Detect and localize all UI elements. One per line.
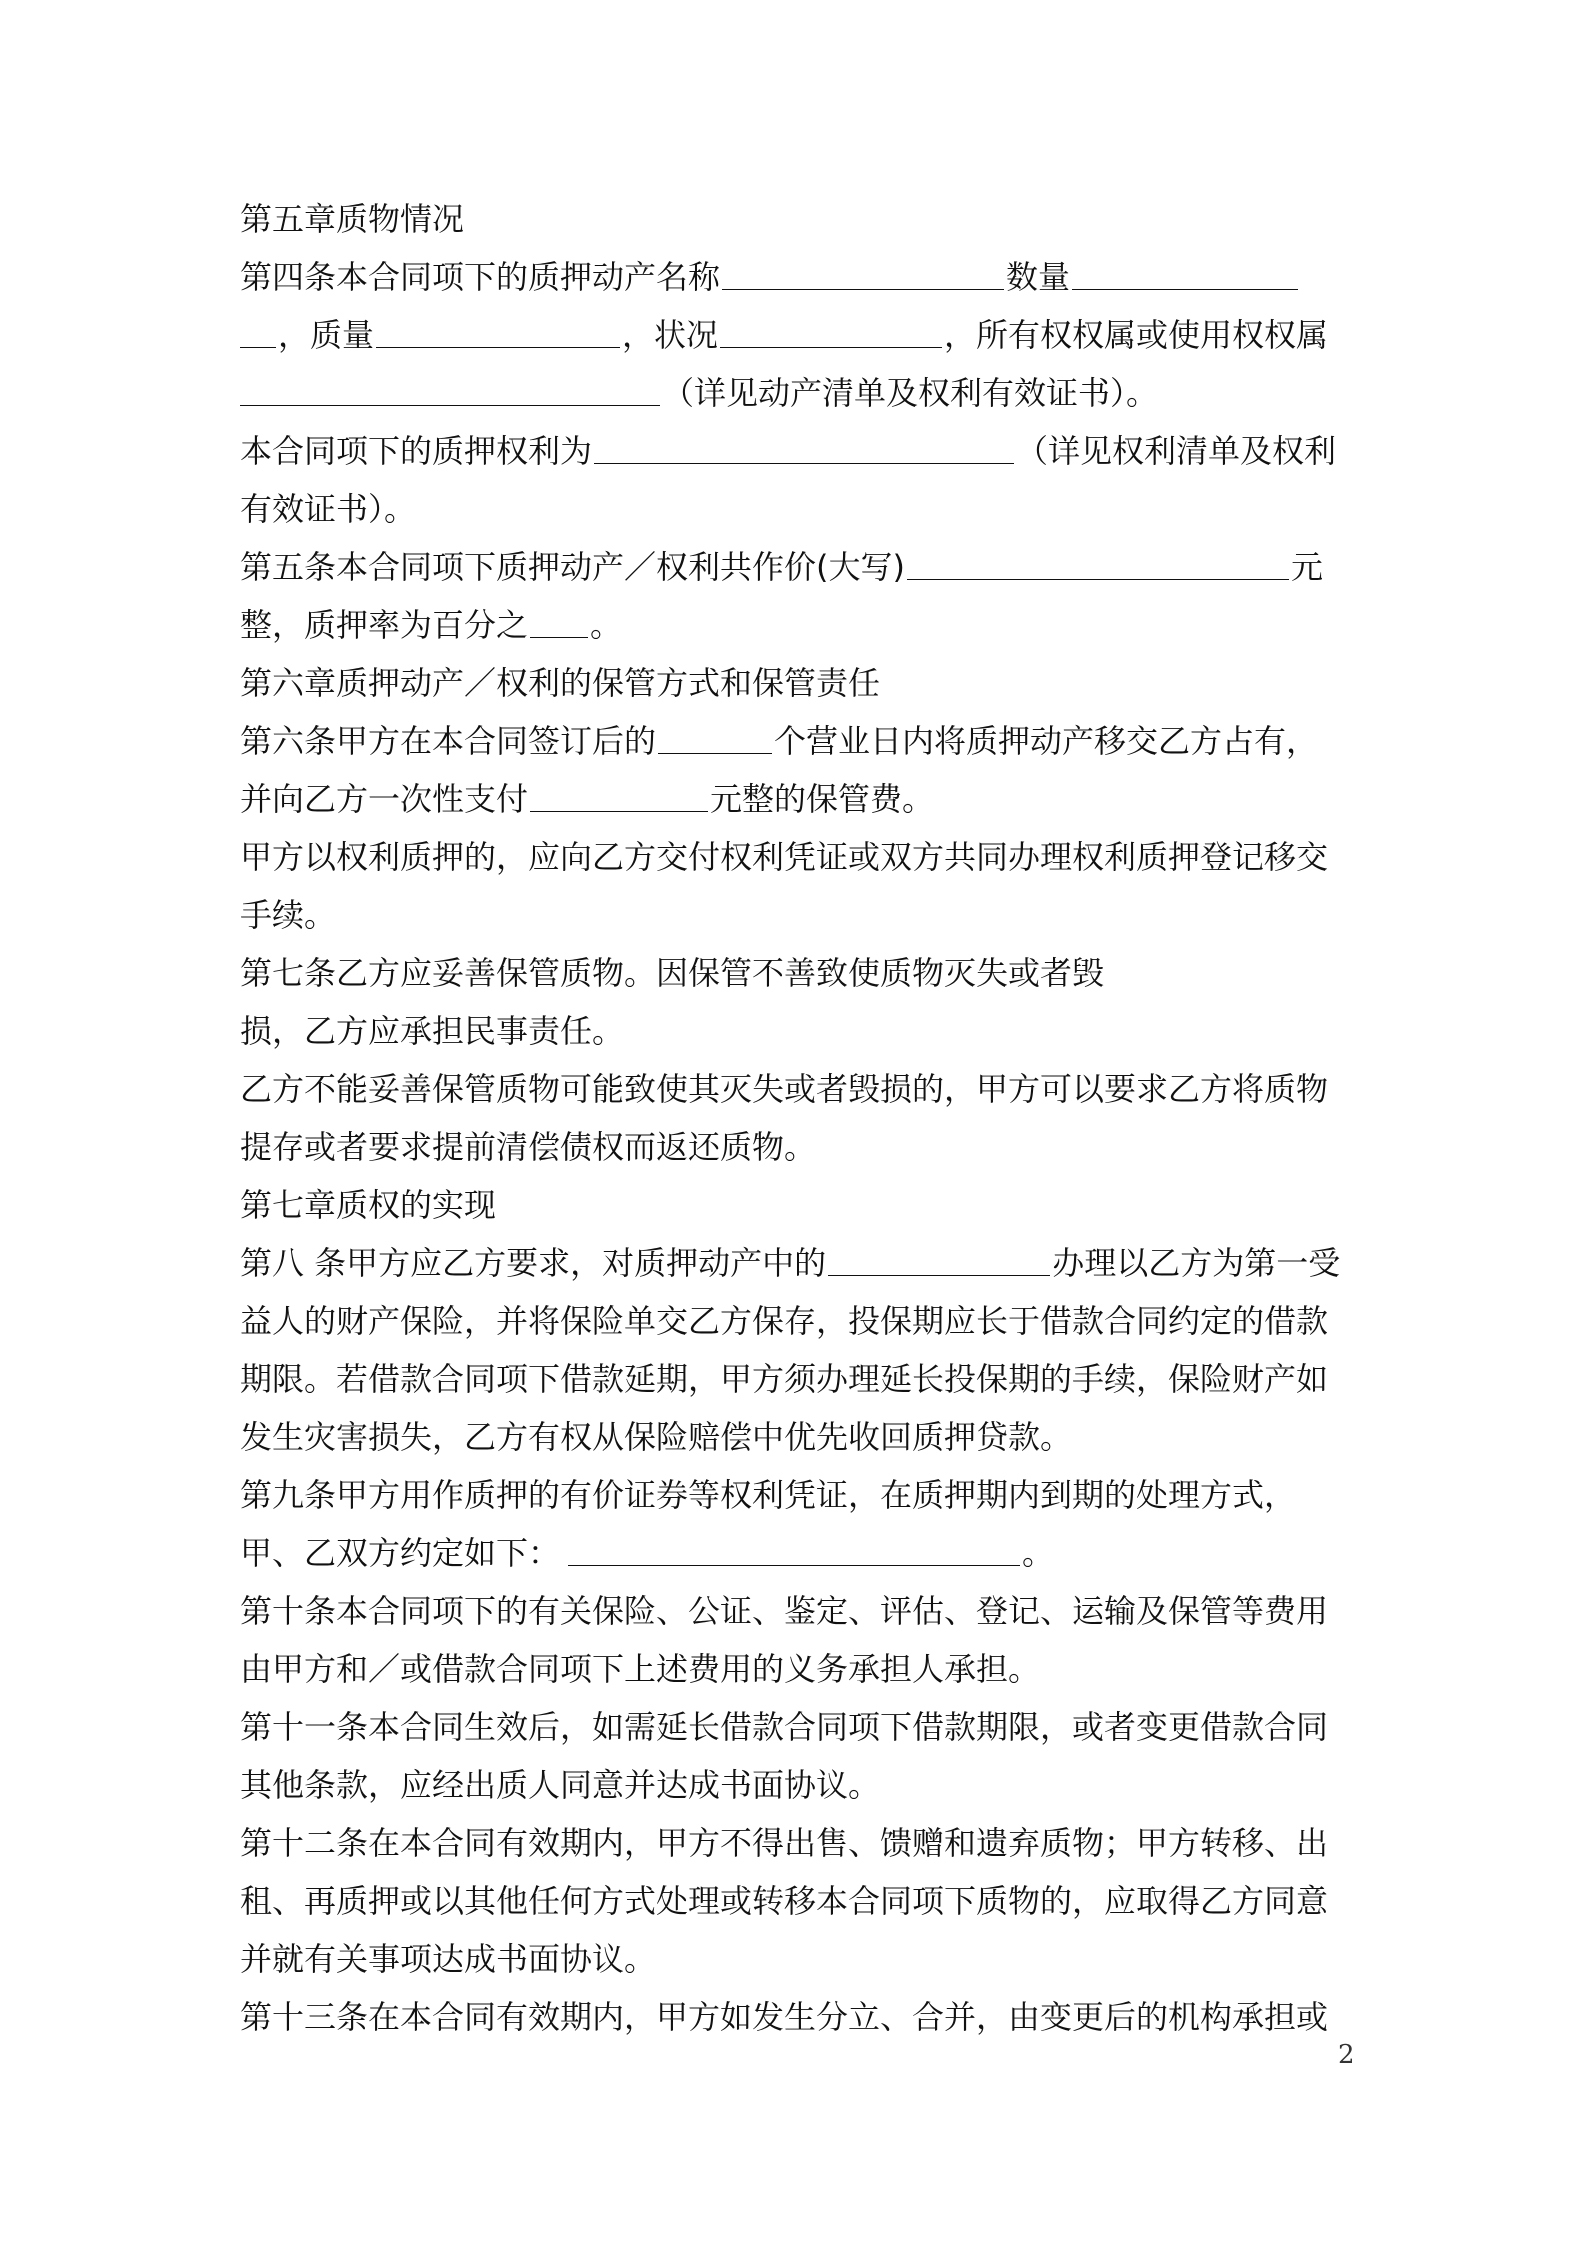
fill-in-blank[interactable]: [658, 719, 772, 754]
paragraph-line: 损，乙方应承担民事责任。: [240, 1012, 625, 1050]
paragraph-line: 第四条本合同项下的质押动产名称 数量: [240, 248, 1350, 306]
paragraph-line: 甲、乙双方约定如下： 。: [240, 1524, 1350, 1582]
fill-in-blank[interactable]: [907, 545, 1289, 580]
fill-in-blank[interactable]: [530, 777, 708, 812]
paragraph-line: 租、再质押或以其他任何方式处理或转移本合同项下质物的，应取得乙方同意: [240, 1882, 1329, 1920]
fill-in-blank[interactable]: [530, 603, 588, 638]
paragraph-line: 第十三条在本合同有效期内，甲方如发生分立、合并，由变更后的机构承担或: [240, 1998, 1329, 2036]
fill-in-blank[interactable]: [594, 429, 1014, 464]
paragraph-line: 第十二条在本合同有效期内，甲方不得出售、馈赠和遗弃质物；甲方转移、出: [240, 1824, 1329, 1862]
document-body: [240, 190, 1350, 2046]
paragraph-line: 整，质押率为百分之 。: [240, 596, 1350, 654]
fill-in-blank[interactable]: [828, 1241, 1050, 1276]
paragraph-line: 乙方不能妥善保管质物可能致使其灭失或者毁损的，甲方可以要求乙方将质物: [240, 1070, 1329, 1108]
paragraph-line: 并就有关事项达成书面协议。: [240, 1940, 657, 1978]
fill-in-blank[interactable]: [376, 313, 620, 348]
fill-in-blank[interactable]: [720, 313, 942, 348]
paragraph-line: 发生灾害损失，乙方有权从保险赔偿中优先收回质押贷款。: [240, 1418, 1073, 1456]
page-number: 2: [1338, 2040, 1355, 2070]
fill-in-blank[interactable]: [1072, 255, 1298, 290]
chapter-heading: 第七章质权的实现: [240, 1186, 497, 1224]
paragraph-line: 第六条甲方在本合同签订后的 个营业日内将质押动产移交乙方占有，: [240, 712, 1350, 770]
paragraph-line: 手续。: [240, 896, 337, 934]
paragraph-line: 第十一条本合同生效后，如需延长借款合同项下借款期限，或者变更借款合同: [240, 1708, 1329, 1746]
paragraph-line: 第十条本合同项下的有关保险、公证、鉴定、评估、登记、运输及保管等费用: [240, 1592, 1329, 1630]
paragraph-line: 第五条本合同项下质押动产／权利共作价(大写) 元: [240, 538, 1350, 596]
paragraph-line: ，质量 ，状况 ，所有权权属或使用权权属: [240, 306, 1350, 364]
paragraph-line: 其他条款，应经出质人同意并达成书面协议。: [240, 1766, 881, 1804]
paragraph-line: 期限。若借款合同项下借款延期，甲方须办理延长投保期的手续，保险财产如: [240, 1360, 1329, 1398]
chapter-heading: 第五章质物情况: [240, 200, 465, 238]
fill-in-blank[interactable]: [568, 1531, 1020, 1566]
paragraph-line: 本合同项下的质押权利为 （详见权利清单及权利: [240, 422, 1350, 480]
fill-in-blank[interactable]: [240, 313, 276, 348]
paragraph-line: 甲方以权利质押的，应向乙方交付权利凭证或双方共同办理权利质押登记移交: [240, 838, 1329, 876]
paragraph-line: （详见动产清单及权利有效证书）。: [240, 364, 1350, 422]
paragraph-line: 第八 条甲方应乙方要求，对质押动产中的 办理以乙方为第一受: [240, 1234, 1350, 1292]
chapter-heading: 第六章质押动产／权利的保管方式和保管责任: [240, 664, 881, 702]
paragraph-line: 益人的财产保险，并将保险单交乙方保存，投保期应长于借款合同约定的借款: [240, 1302, 1329, 1340]
paragraph-line: 有效证书）。: [240, 490, 417, 528]
fill-in-blank[interactable]: [722, 255, 1004, 290]
paragraph-line: 第七条乙方应妥善保管质物。因保管不善致使质物灭失或者毁: [240, 954, 1105, 992]
paragraph-line: 由甲方和／或借款合同项下上述费用的义务承担人承担。: [240, 1650, 1041, 1688]
paragraph-line: 并向乙方一次性支付 元整的保管费。: [240, 770, 1350, 828]
paragraph-line: 第九条甲方用作质押的有价证券等权利凭证，在质押期内到期的处理方式，: [240, 1476, 1297, 1514]
paragraph-line: 提存或者要求提前清偿债权而返还质物。: [240, 1128, 817, 1166]
fill-in-blank[interactable]: [240, 371, 660, 406]
